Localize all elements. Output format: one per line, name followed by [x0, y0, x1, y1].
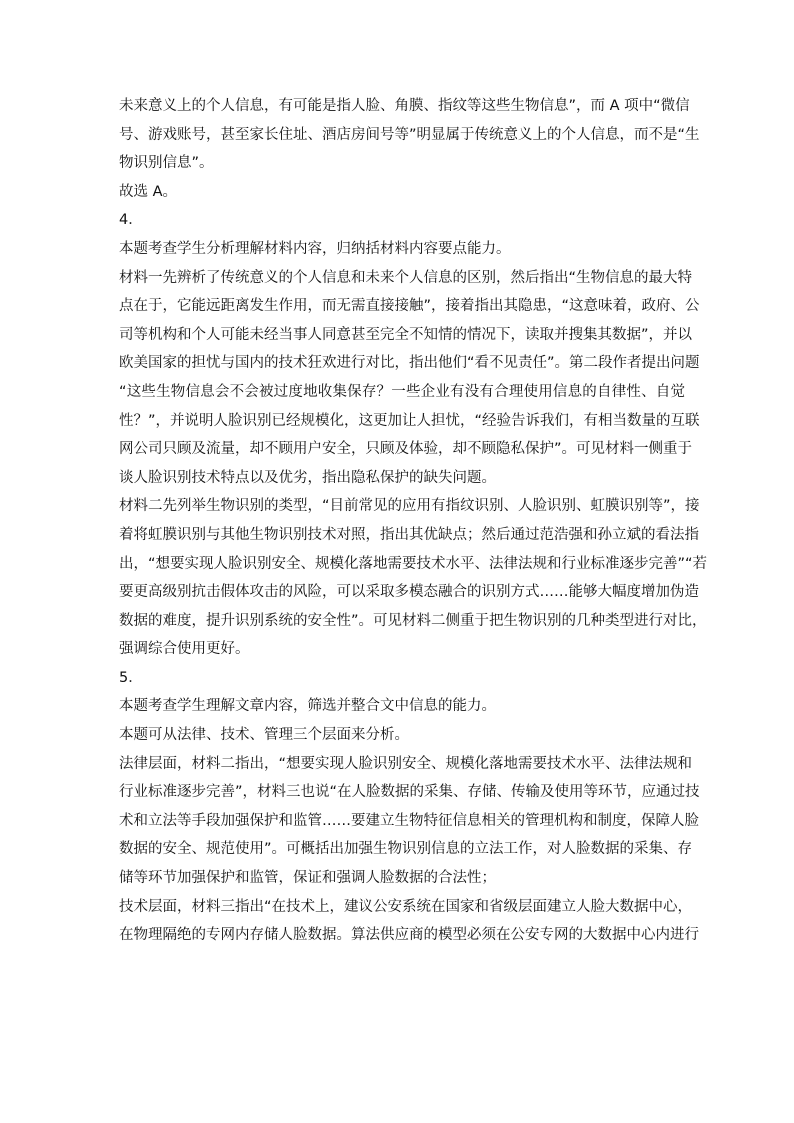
text-line: 出，“想要实现人脸识别安全、规模化落地需要技术水平、法律法规和行业标准逐步完善”“若	[119, 555, 708, 572]
text-line: 性？”，并说明人脸识别已经规模化，这更加让人担忧，“经验告诉我们，有相当数量的互联	[119, 412, 700, 429]
text-line: 司等机构和个人可能未经当事人同意甚至完全不知情的情况下，读取并搜集其数据”，并以	[119, 326, 693, 343]
text-line: 本题考查学生分析理解材料内容，归纳括材料内容要点能力。	[119, 240, 511, 257]
text-line: 数据的安全、规范使用”。可概括出加强生物识别信息的立法工作，对人脸数据的采集、存	[119, 841, 693, 858]
text-line: 材料一先辨析了传统意义的个人信息和未来个人信息的区别，然后指出“生物信息的最大特	[119, 269, 693, 286]
text-line: 要更高级别抗击假体攻击的风险，可以采取多模态融合的识别方式……能够大幅度增加伪造	[119, 584, 699, 601]
text-line: 本题可从法律、技术、管理三个层面来分析。	[119, 727, 409, 744]
text-line: 欧美国家的担忧与国内的技术狂欢进行对比，指出他们“看不见责任”。第二段作者提出问题	[119, 355, 700, 372]
text-line: 在物理隔绝的专网内存储人脸数据。算法供应商的模型必须在公安专网的大数据中心内进行	[119, 927, 699, 944]
text-line: 网公司只顾及流量，却不顾用户安全，只顾及体验，却不顾隐私保护”。可见材料一侧重于	[119, 441, 693, 458]
text-line: 技术层面，材料三指出“在技术上，建议公安系统在国家和省级层面建立人脸大数据中心，	[119, 898, 693, 915]
text-line: 未来意义上的个人信息，有可能是指人脸、角膜、指纹等这些生物信息”，而 A 项中“微信	[119, 98, 690, 114]
text-line: 强调综合使用更好。	[119, 641, 250, 658]
text-line: 物识别信息”。	[119, 155, 214, 172]
text-line: 点在于，它能远距离发生作用，而无需直接接触”，接着指出其隐患，“这意味着，政府、公	[119, 298, 700, 315]
question-number: 4．	[119, 212, 143, 229]
text-line: 法律层面，材料二指出，“想要实现人脸识别安全、规模化落地需要技术水平、法律法规和	[119, 755, 693, 772]
question-number: 5．	[119, 669, 143, 686]
text-line: 数据的难度，提升识别系统的安全性”。可见材料二侧重于把生物识别的几种类型进行对比，	[119, 612, 707, 629]
text-line: 着将虹膜识别与其他生物识别技术对照，指出其优缺点；然后通过范浩强和孙立斌的看法指	[119, 526, 699, 543]
text-line: 号、游戏账号，甚至家长住址、酒店房间号等”明显属于传统意义上的个人信息，而不是“生	[119, 126, 700, 143]
text-line: 行业标准逐步完善”，材料三也说“在人脸数据的采集、存储、传输及使用等环节，应通过技	[119, 784, 700, 801]
text-line: 储等环节加强保护和监管，保证和强调人脸数据的合法性；	[119, 870, 496, 887]
text-line: 材料二先列举生物识别的类型，“目前常见的应用有指纹识别、人脸识别、虹膜识别等”，接	[119, 498, 700, 515]
text-line: 本题考查学生理解文章内容，筛选并整合文中信息的能力。	[119, 698, 496, 715]
text-line: 谈人脸识别技术特点以及优劣，指出隐私保护的缺失问题。	[119, 469, 496, 486]
text-line: 术和立法等手段加强保护和监管……要建立生物特征信息相关的管理机构和制度，保障人脸	[119, 812, 699, 829]
answer-line: 故选 A。	[119, 183, 178, 200]
document-body	[119, 92, 708, 950]
text-line: “这些生物信息会不会被过度地收集保存？一些企业有没有合理使用信息的自律性、自觉	[119, 383, 685, 400]
